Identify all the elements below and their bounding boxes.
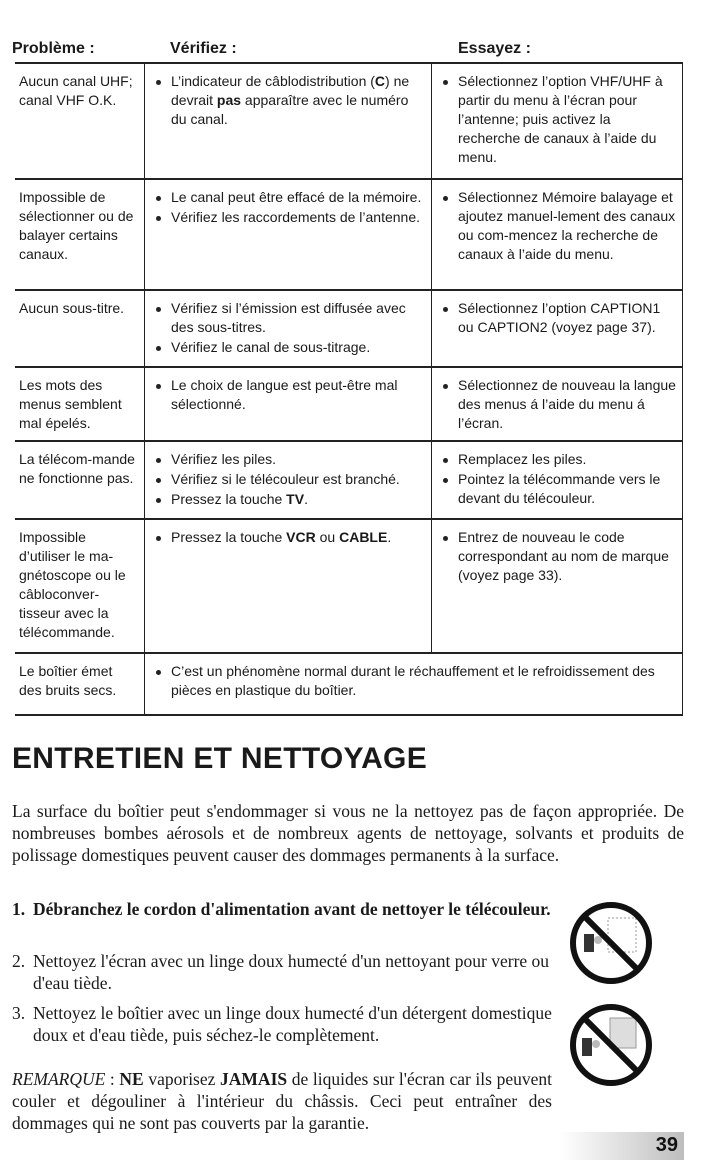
table-row — [15, 368, 683, 442]
table-row — [15, 64, 683, 180]
header-verifiez: Vérifiez : — [170, 40, 237, 57]
bullet-text: Sélectionnez de nouveau la langue des menus á l’aide du menu á l’écran. — [458, 377, 676, 431]
header-essayez: Essayez : — [458, 40, 531, 57]
section-title: ENTRETIEN ET NETTOYAGE — [12, 742, 427, 775]
note-paragraph — [12, 1068, 552, 1134]
bullet-text: Sélectionnez Mémoire balayage et ajoutez manuel-lement des canaux ou com-mencez la recherche de canaux à l’aide du menu. — [458, 189, 676, 262]
check-cell — [145, 520, 432, 652]
problem-cell: Les mots des menus semblent mal épelés. — [15, 368, 145, 440]
note-label: REMARQUE — [12, 1069, 106, 1089]
bullet-text: Pressez la touche — [171, 491, 287, 507]
bullet-text: VCR — [286, 529, 316, 545]
note-ne: NE — [119, 1069, 144, 1089]
step-number: 2. — [12, 951, 26, 971]
bullet-text: CABLE — [339, 529, 388, 545]
bullet-item — [442, 528, 676, 585]
bullet-item — [155, 72, 425, 129]
bullet-text: ou — [315, 529, 340, 545]
page-number-tab — [560, 1132, 684, 1160]
try-cell — [432, 291, 682, 366]
try-cell — [432, 64, 682, 178]
table-row — [15, 654, 683, 716]
bullet-item — [155, 208, 425, 227]
problem-cell: Aucun canal UHF; canal VHF O.K. — [15, 64, 145, 178]
bullet-text: apparaître avec le numéro du canal. — [171, 92, 409, 127]
step-3 — [12, 1002, 552, 1046]
try-cell — [432, 180, 682, 289]
bullet-item — [155, 376, 425, 414]
check-cell — [145, 368, 432, 440]
bullet-text: Le choix de langue est peut-être mal sélectionné. — [171, 377, 398, 412]
check-cell — [145, 442, 432, 518]
header-probleme: Problème : — [12, 40, 95, 57]
note-jamais: JAMAIS — [220, 1069, 288, 1089]
problem-cell: Impossible de sélectionner ou de balayer certains canaux. — [15, 180, 145, 289]
bullet-item — [442, 188, 676, 264]
bullet-text: Sélectionnez l’option CAPTION1 ou CAPTION2 (voyez page 37). — [458, 300, 661, 335]
bullet-item — [442, 470, 676, 508]
problem-cell: La télécom-mande ne fonctionne pas. — [15, 442, 145, 518]
bullet-text: Vérifiez si le télécouleur est branché. — [171, 471, 400, 487]
bullet-item — [155, 470, 425, 489]
bullet-item — [155, 188, 425, 207]
step-2 — [12, 950, 552, 994]
bullet-text: Pressez la touche — [171, 529, 287, 545]
bullet-text: Entrez de nouveau le code correspondant au nom de marque (voyez page 33). — [458, 529, 669, 583]
bullet-text: pas — [216, 92, 242, 108]
step-1 — [12, 898, 552, 920]
try-cell — [432, 520, 682, 652]
try-cell — [432, 442, 682, 518]
step-text: Débranchez le cordon d'alimentation avant de nettoyer le télécouleur. — [33, 899, 551, 919]
bullet-text: Vérifiez si l’émission est diffusée avec des sous-titres. — [171, 300, 406, 335]
bullet-text: ) ne devrait — [171, 73, 410, 108]
no-spray-cabinet-icon — [566, 1000, 656, 1090]
bullet-item — [155, 662, 676, 700]
note-mid: vaporisez — [143, 1069, 221, 1089]
bullet-item — [442, 450, 676, 469]
bullet-text: TV — [286, 491, 305, 507]
check-cell — [145, 291, 432, 366]
page-number: 39 — [655, 1134, 678, 1156]
bullet-item — [155, 450, 425, 469]
bullet-item — [442, 72, 676, 167]
troubleshooting-table — [15, 62, 683, 716]
bullet-text: Vérifiez le canal de sous-titrage. — [171, 339, 371, 355]
table-row — [15, 180, 683, 291]
problem-cell: Aucun sous-titre. — [15, 291, 145, 366]
bullet-item — [155, 299, 425, 337]
note-sep: : — [105, 1069, 120, 1089]
step-number: 3. — [12, 1003, 26, 1023]
check-cell — [145, 180, 432, 289]
table-row — [15, 442, 683, 520]
bullet-text: L’indicateur de câblodistribution ( — [171, 73, 375, 89]
no-spray-screen-icon — [566, 898, 656, 988]
problem-cell: Le boîtier émet des bruits secs. — [15, 654, 145, 714]
check-cell — [145, 64, 432, 178]
step-text: Nettoyez l'écran avec un linge doux humecté d'un nettoyant pour verre ou d'eau tiède. — [33, 951, 550, 993]
bullet-text: Vérifiez les raccordements de l’antenne. — [171, 209, 421, 225]
bullet-text: Vérifiez les piles. — [171, 451, 277, 467]
bullet-text: Le canal peut être effacé de la mémoire. — [171, 189, 422, 205]
bullet-text: . — [304, 491, 308, 507]
problem-cell: Impossible d’utiliser le ma-gnétoscope ou le câbloconver-tisseur avec la télécommande. — [15, 520, 145, 652]
bullet-text: C’est un phénomène normal durant le réchauffement et le refroidissement des pièces en plastique du boîtier. — [171, 663, 655, 698]
bullet-text: . — [387, 529, 392, 545]
intro-paragraph: La surface du boîtier peut s'endommager si vous ne la nettoyez pas de façon appropriée. De nombreuses bombes aérosols et de nombreux agents de nettoyage, solvants et produits de polissage domestiques peuvent causer des dommages permanents à la surface. — [12, 801, 684, 865]
table-row — [15, 520, 683, 654]
check-cell — [145, 654, 682, 714]
bullet-text: Pointez la télécommande vers le devant du télécouleur. — [458, 471, 661, 506]
table-row — [15, 291, 683, 368]
bullet-item — [155, 338, 425, 357]
bullet-item — [442, 299, 676, 337]
bullet-item — [155, 528, 425, 547]
step-number: 1. — [12, 899, 26, 919]
bullet-item — [442, 376, 676, 433]
try-cell — [432, 368, 682, 440]
bullet-item — [155, 490, 425, 509]
step-text: Nettoyez le boîtier avec un linge doux humecté d'un détergent domestique doux et d'eau tiède, puis séchez-le complètement. — [33, 1003, 552, 1045]
bullet-text: Sélectionnez l’option VHF/UHF à partir du menu à l’écran pour l’antenne; puis activez la recherche de canaux à l’aide du menu. — [458, 73, 663, 165]
bullet-text: C — [374, 73, 386, 89]
note-rest: de liquides sur l'écran car ils peuvent couler et dégouliner à l'intérieur du châssis. Ceci peut entraîner des dommages qui ne sont pas couverts par la garantie. — [12, 1069, 552, 1133]
bullet-text: Remplacez les piles. — [458, 451, 587, 467]
